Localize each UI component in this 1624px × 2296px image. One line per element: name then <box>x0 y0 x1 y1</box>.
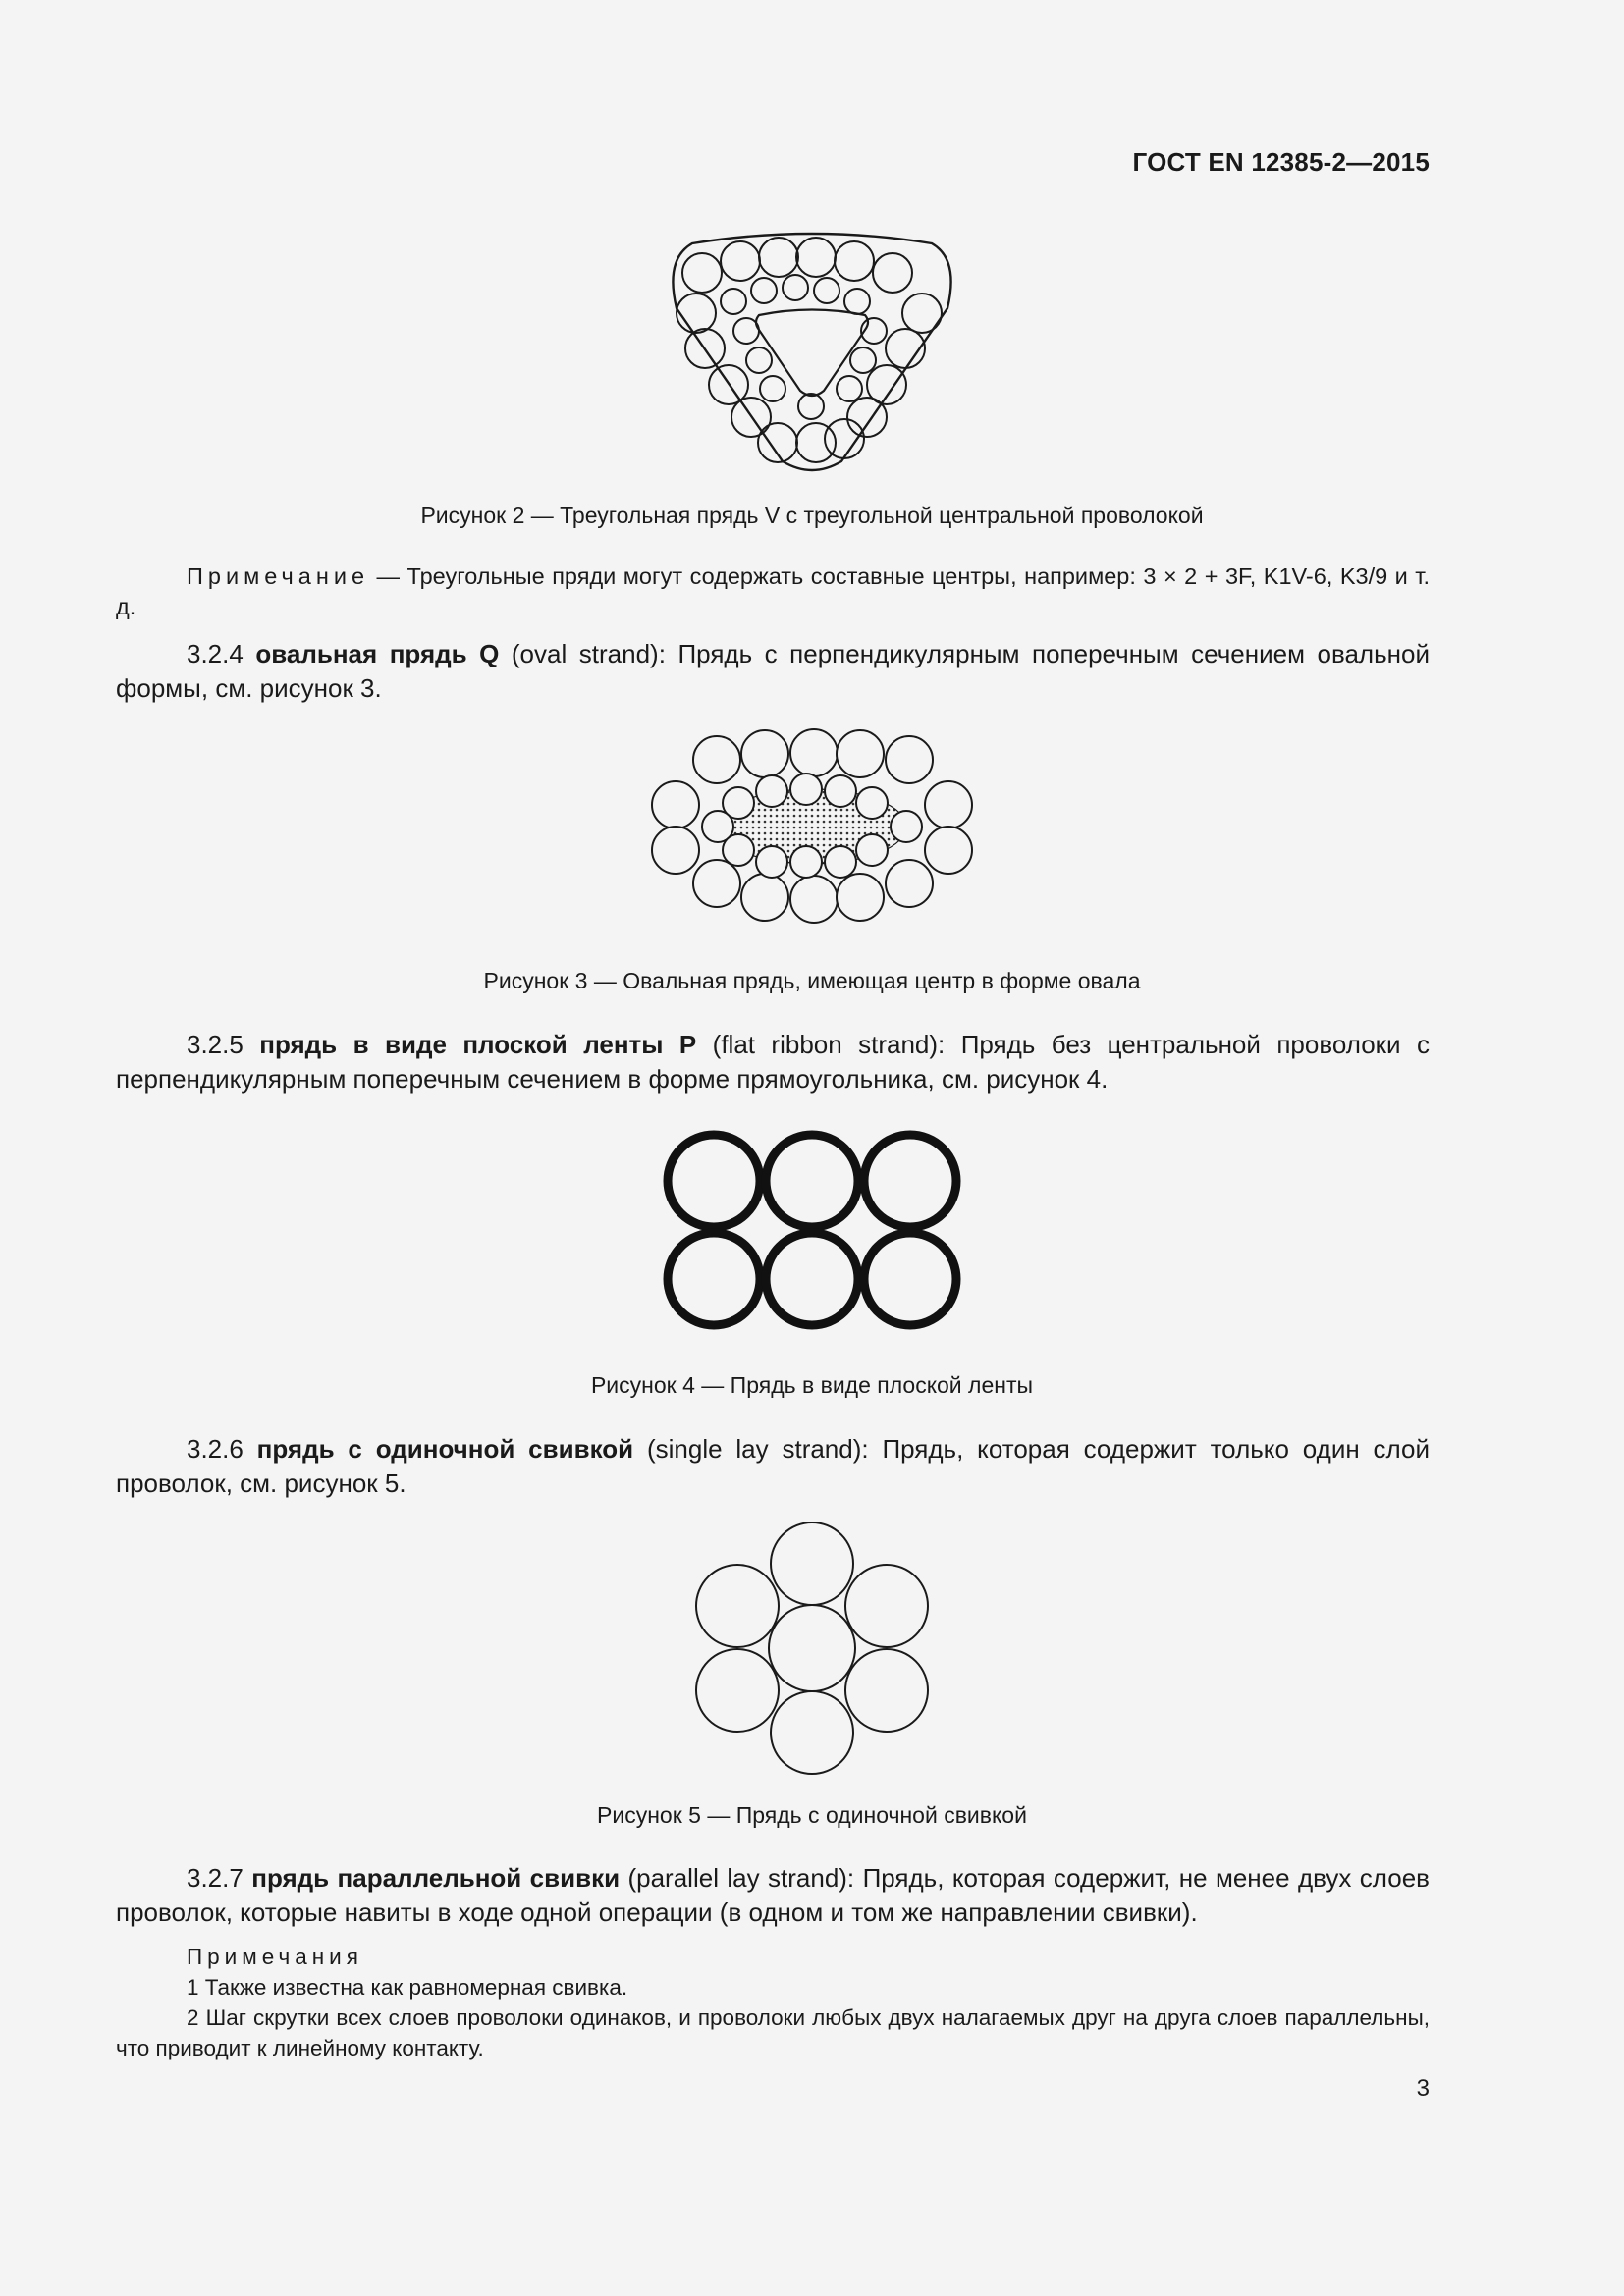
term-definition: (parallel lay strand): Прядь, которая содержит, не менее двух слоев проволок, которые навиты в ходе одной операции (в одном и том же направлении свивки). <box>116 1863 1430 1927</box>
term-definition: (flat ribbon strand): Прядь без центральной проволоки с перпендикулярным поперечным сечением в форме прямоугольника, см. рисунок 4. <box>116 1030 1430 1094</box>
notes-2-label: Примечания <box>187 1945 363 1969</box>
oval-strand-diagram <box>650 724 974 929</box>
term-name: прядь параллельной свивки <box>251 1863 621 1893</box>
term-number: 3.2.7 <box>187 1863 244 1893</box>
term-definition: (single lay strand): Прядь, которая содержит только один слой проволок, см. рисунок 5. <box>116 1434 1430 1498</box>
figure-3-caption: Рисунок 3 — Овальная прядь, имеющая центр в форме овала <box>483 968 1141 993</box>
figure-2-triangular-strand <box>0 232 1624 475</box>
single-lay-strand-diagram <box>694 1521 930 1776</box>
term-name: прядь с одиночной свивкой <box>256 1434 634 1464</box>
notes-2 <box>116 1942 1430 2063</box>
term-3-2-6 <box>116 1432 1430 1501</box>
note-1-dash: — <box>369 563 407 589</box>
term-3-2-4 <box>116 637 1430 706</box>
term-name: прядь в виде плоской ленты P <box>259 1030 697 1059</box>
note-1 <box>116 561 1430 622</box>
term-number: 3.2.6 <box>187 1434 244 1464</box>
figure-5-single-lay-strand <box>0 1521 1624 1776</box>
figure-4-flat-ribbon-strand <box>0 1127 1624 1333</box>
term-3-2-5 <box>116 1028 1430 1096</box>
note-1-label: Примечание <box>187 563 370 589</box>
figure-5-caption: Рисунок 5 — Прядь с одиночной свивкой <box>597 1802 1027 1828</box>
triangular-strand-diagram <box>665 232 959 475</box>
notes-2-item-1: 1 Также известна как равномерная свивка. <box>187 1975 628 2000</box>
page-number: 3 <box>1416 2075 1430 2102</box>
figure-4-caption: Рисунок 4 — Прядь в виде плоской ленты <box>590 1372 1034 1398</box>
term-definition: (oval strand): Прядь с перпендикулярным поперечным сечением овальной формы, см. рисунок 3. <box>116 639 1430 703</box>
term-number: 3.2.5 <box>187 1030 244 1059</box>
figure-3-oval-strand <box>0 724 1624 929</box>
term-3-2-7 <box>116 1861 1430 1930</box>
term-number: 3.2.4 <box>187 639 244 668</box>
term-name: овальная прядь Q <box>255 639 500 668</box>
flat-ribbon-strand-diagram <box>660 1127 964 1333</box>
notes-2-item-2: 2 Шаг скрутки всех слоев проволоки одинаков, и проволоки любых двух налагаемых друг на друга слоев параллельны, что приводит к линейному контакту. <box>116 2005 1430 2060</box>
figure-2-caption: Рисунок 2 — Треугольная прядь V с треугольной центральной проволокой <box>420 503 1204 528</box>
document-id: ГОСТ EN 12385-2—2015 <box>1132 147 1430 177</box>
note-1-text: Треугольные пряди могут содержать составные центры, например: 3 × 2 + 3F, K1V-6, K3/9 и т. д. <box>116 563 1430 619</box>
